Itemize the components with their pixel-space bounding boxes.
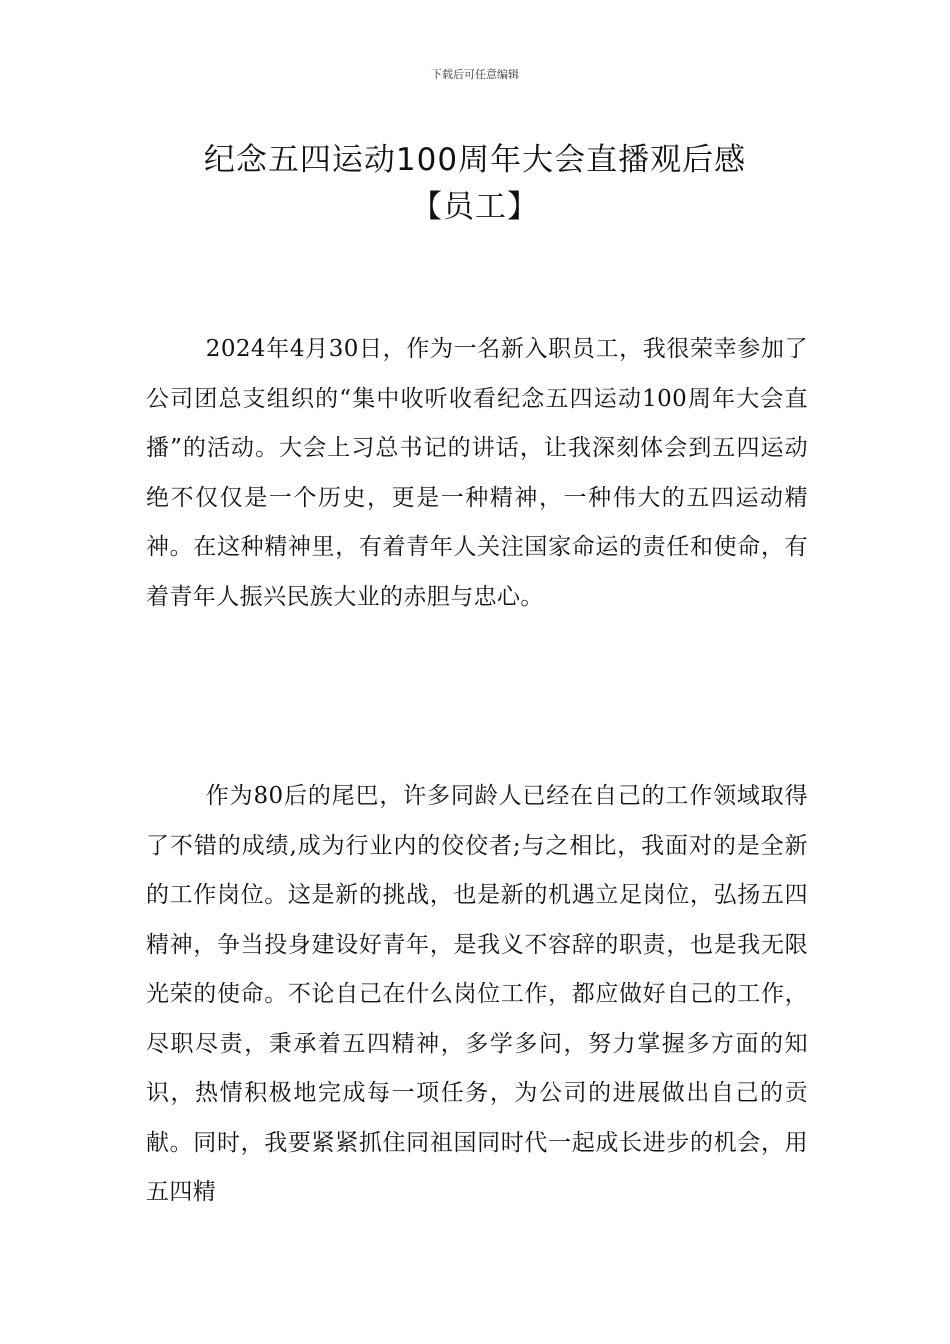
header-note: 下载后可任意编辑 — [431, 68, 519, 81]
body-paragraph-1: 2024年4月30日，作为一名新入职员工，我很荣幸参加了公司团总支组织的“集中收听收看纪念五四运动100周年大会直播”的活动。大会上习总书记的讲话，让我深刻体会到五四运动绝不仅仅是一个历史，更是一种精神，一种伟大的五四运动精神。在这种精神里，有着青年人关注国家命运的责任和使命，有着青年人振兴民族大业的赤胆与忠心。 — [146, 336, 808, 610]
document-title-line-2: 【员工】 — [411, 189, 539, 225]
document-title-line-1: 纪念五四运动100周年大会直播观后感 — [203, 142, 747, 178]
body-paragraph-2: 作为80后的尾巴，许多同龄人已经在自己的工作领域取得了不错的成绩,成为行业内的佼佼者;与之相比，我面对的是全新的工作岗位。这是新的挑战，也是新的机遇立足岗位，弘扬五四精神，争当投身建设好青年，是我义不容辞的职责，也是我无限光荣的使命。不论自己在什么岗位工作，都应做好自己的工作，尽职尽责，秉承着五四精神，多学多问，努力掌握多方面的知识，热情积极地完成每一项任务，为公司的进展做出自己的贡献。同时，我要紧紧抓住同祖国同时代一起成长进步的机会，用五四精 — [146, 783, 808, 1205]
